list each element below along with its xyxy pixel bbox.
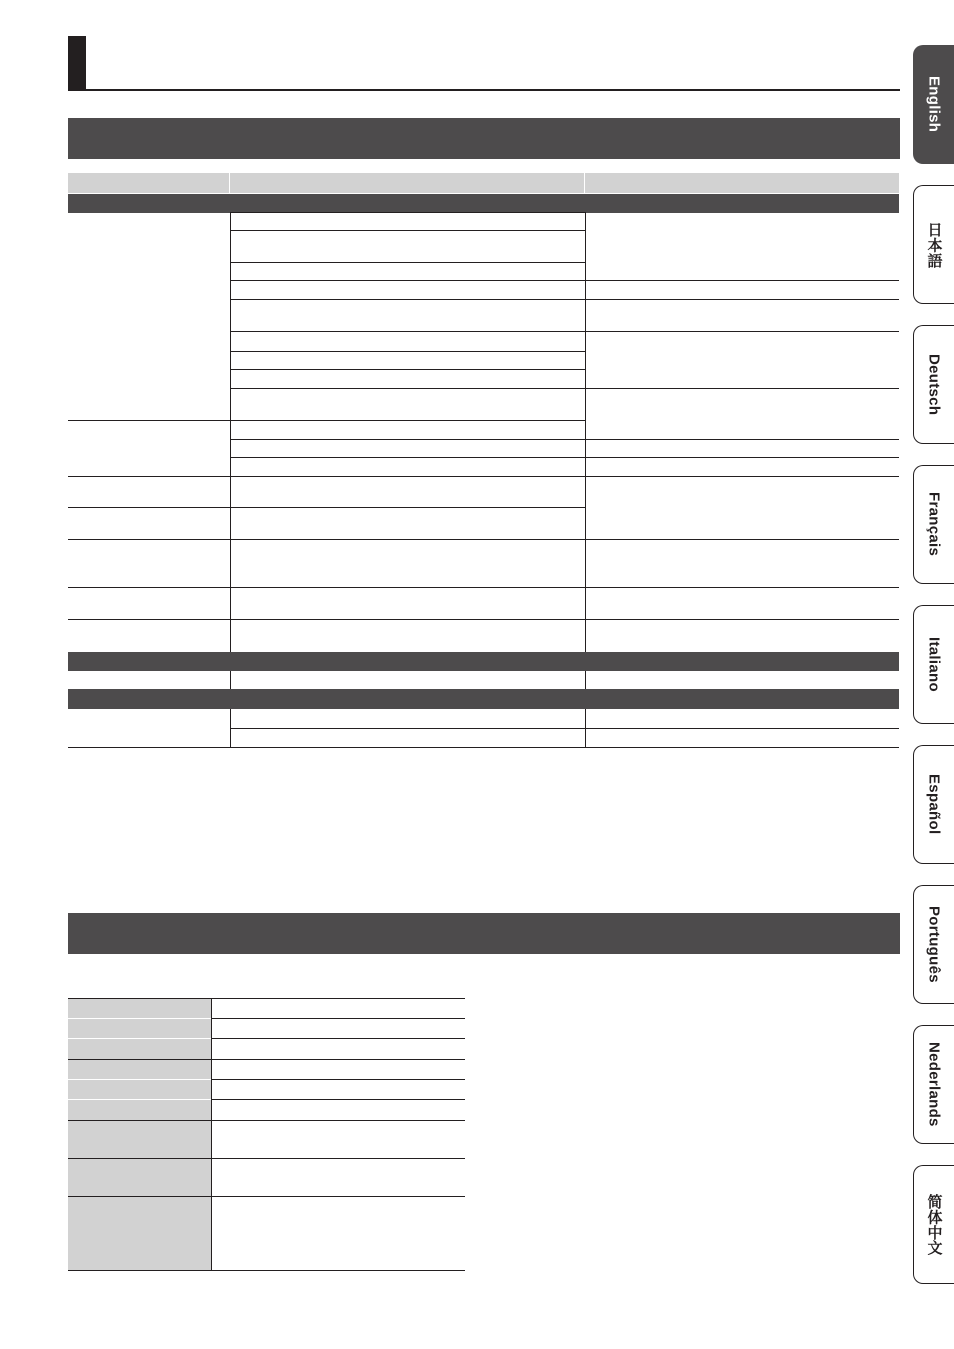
table-row-line [230,262,586,263]
table-row-line [230,230,586,231]
spec-row-line [211,1038,465,1039]
table-row-line [68,420,231,421]
language-tab-label: Español [925,774,943,835]
language-tab-label: Português [925,906,943,983]
spec-row-line [211,1099,465,1100]
language-tab-german[interactable] [913,325,954,444]
language-tab-english[interactable] [913,45,954,164]
language-tab-label: Italiano [925,637,943,692]
table-row-line [68,747,899,748]
spec-row-line [68,1196,465,1197]
language-tab-dutch[interactable] [913,1025,954,1144]
table-header-cell-1 [68,173,230,193]
table-row-line [68,476,899,477]
language-tab-chinese[interactable] [913,1165,954,1284]
table-group-bar-1 [68,194,899,213]
language-tab-label: 简体中文 [925,1193,943,1256]
table-group-bar-2 [68,652,899,671]
language-tab-japanese[interactable] [913,185,954,304]
spec-row-line [68,1270,465,1271]
language-tab-label: Deutsch [925,353,943,416]
page-title-rule [68,89,900,91]
language-tab-italian[interactable] [913,605,954,724]
page-title-marker [68,36,86,90]
table-row-line [68,587,899,588]
language-tab-label: English [925,76,943,133]
language-tab-label: 日本語 [925,221,943,268]
table-row-line [230,420,586,421]
main-table [68,173,899,748]
section-header-bar-1 [68,118,900,159]
section-header-bar-2 [68,913,900,954]
spec-row-line [211,1079,465,1080]
table-row-line [230,457,899,458]
table-row-line [68,539,899,540]
language-tab-label: Français [925,492,943,557]
spec-row-line [68,1158,465,1159]
table-row-line [230,439,899,440]
table-row-line [230,299,899,300]
language-tab-spanish[interactable] [913,745,954,864]
table-column-divider [585,671,586,689]
language-tab-portuguese[interactable] [913,885,954,1004]
table-row-line [68,619,899,620]
table-header-cell-3 [585,173,899,193]
table-row-line [230,728,899,729]
language-tab-french[interactable] [913,465,954,584]
spec-row-line [68,1120,465,1121]
spec-row-line [211,1018,465,1019]
table-header-cell-2 [230,173,585,193]
spec-row-line [68,998,465,999]
spec-row-line [68,1059,465,1060]
table-group-bar-3 [68,689,899,709]
table-row-line [68,507,586,508]
spec-table [68,998,465,1271]
table-column-divider [230,671,231,689]
table-row-line [230,280,899,281]
table-row-line [230,388,899,389]
table-row-line [230,331,899,332]
table-row-line [230,351,586,352]
language-tab-label: Nederlands [925,1042,943,1127]
table-row-line [230,369,586,370]
table-row-line [230,212,586,213]
